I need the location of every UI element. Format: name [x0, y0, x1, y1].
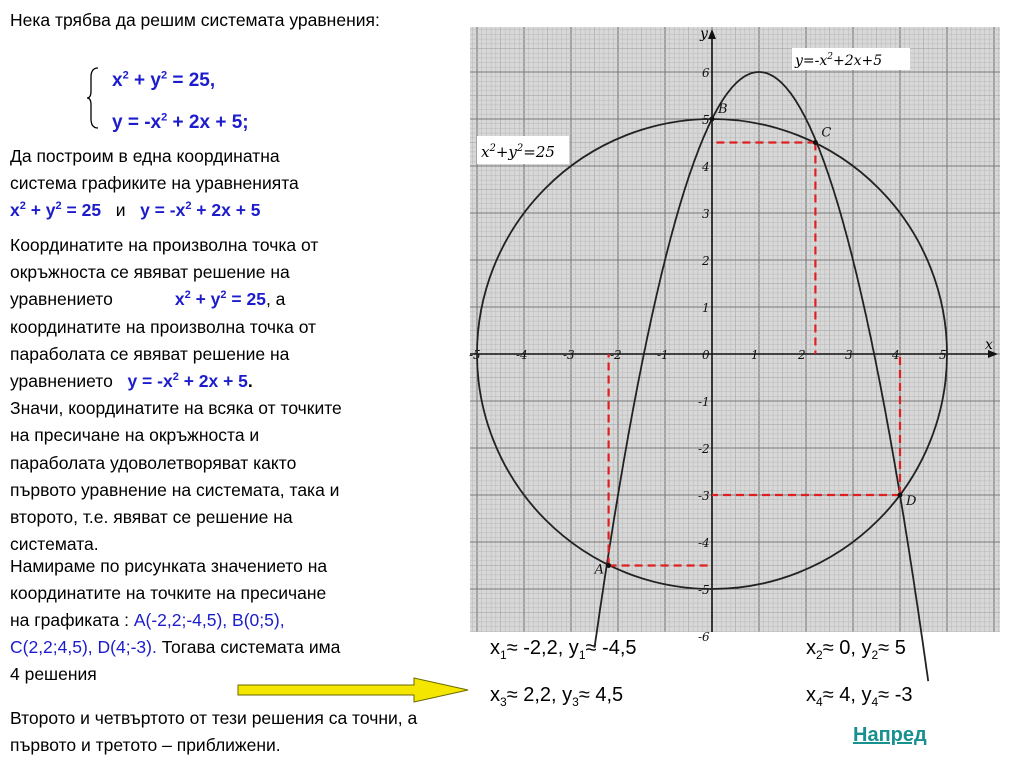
- result-3: $x_3\approx 2,2$, $y_3\approx 4,5$: [490, 684, 624, 709]
- point-label: C: [821, 125, 832, 141]
- x-tick-label: 2: [798, 348, 806, 362]
- x-tick-label: 5: [939, 348, 947, 362]
- y-tick-label: -6: [698, 630, 710, 644]
- system-equation-2: $y = -x^2 + 2x + 5$;: [112, 111, 249, 133]
- result-2: $x_2\approx 0$, $y_2\approx 5$: [806, 637, 906, 662]
- intersection-point: [898, 493, 903, 498]
- intersection-point: [606, 563, 611, 568]
- x-axis-label: x: [985, 337, 993, 353]
- circle-equation-label: [477, 136, 569, 164]
- y-tick-label: -5: [698, 583, 710, 597]
- x-tick-label: -1: [657, 348, 669, 362]
- x-tick-label: -5: [469, 348, 481, 362]
- parabola-equation-label: [792, 48, 910, 70]
- yellow-arrow-icon: [236, 677, 472, 703]
- result-4: $x_4\approx 4$, $y_4\approx -3$: [806, 684, 913, 709]
- system-brace: [86, 67, 100, 129]
- y-axis-label: y: [700, 26, 708, 42]
- svg-text:y=-x2+2x+5: $y=-x^2+2x+5$: [795, 52, 883, 69]
- x-tick-label: 1: [751, 348, 759, 362]
- y-tick-label: -4: [698, 536, 710, 550]
- point-label: A: [594, 562, 604, 578]
- y-tick-label: -2: [698, 442, 710, 456]
- x-tick-label: 0: [702, 348, 710, 362]
- y-tick-label: 2: [702, 254, 710, 268]
- paragraph-explanation: Координатите на произволна точка от окръжноста се явяват решение на уравнението $x^2 + y^2 = 25$, а координатите на произволна точка от параболата се явяват решение на уравнението $y = -x^2 + 2x + 5$. Значи, координатите на всяка от точките на пресичане на окръжноста и параболата удоволетворяват както първото уравнение на системата, така и второто, т.е. явяват се решение на системата.: [10, 235, 342, 555]
- svg-text:x2+y2=25: $x^2+y^2=25$: [481, 143, 555, 161]
- intersection-point: [813, 140, 818, 145]
- intro-text: Нека трябва да решим системата уравнения:: [10, 10, 380, 30]
- result-1: $x_1\approx -2,2$, $y_1\approx -4,5$: [490, 637, 637, 662]
- x-tick-label: -3: [563, 348, 575, 362]
- y-tick-label: -3: [698, 489, 710, 503]
- system-equation-1: $x^2 + y^2 = 25$,: [112, 69, 216, 91]
- x-tick-label: 4: [892, 348, 900, 362]
- graph-background: [470, 27, 1000, 632]
- point-label: D: [906, 494, 917, 509]
- y-tick-label: -1: [698, 395, 710, 409]
- y-tick-label: 6: [702, 66, 710, 80]
- y-tick-label: 5: [702, 113, 710, 127]
- y-tick-label: 3: [702, 207, 710, 221]
- graph-panel: [469, 26, 1000, 644]
- x-tick-label: -4: [516, 348, 528, 362]
- y-tick-label: 1: [702, 301, 710, 315]
- conclusion-text: Второто и четвъртото от тези решения са точни, а първото и третото – приближени.: [10, 708, 418, 755]
- y-tick-label: 4: [702, 160, 710, 174]
- next-link[interactable]: Напред: [853, 724, 927, 746]
- paragraph-build-graphs: Да построим в една координатна система графиките на уравненията $x^2 + y^2 = 25$ и $y = -x^2 + 2x + 5$: [10, 146, 299, 220]
- intersection-point: [710, 117, 715, 122]
- paragraph-results: Намираме по рисунката значението на координатите на точките на пресичане на графиката : А(-2,2;-4,5), В(0;5), С(2,2;4,5), D(4;-3). Тогава системата има 4 решения: [10, 556, 341, 684]
- x-tick-label: 3: [845, 348, 853, 362]
- point-label: B: [718, 102, 728, 117]
- x-tick-label: -2: [610, 348, 622, 362]
